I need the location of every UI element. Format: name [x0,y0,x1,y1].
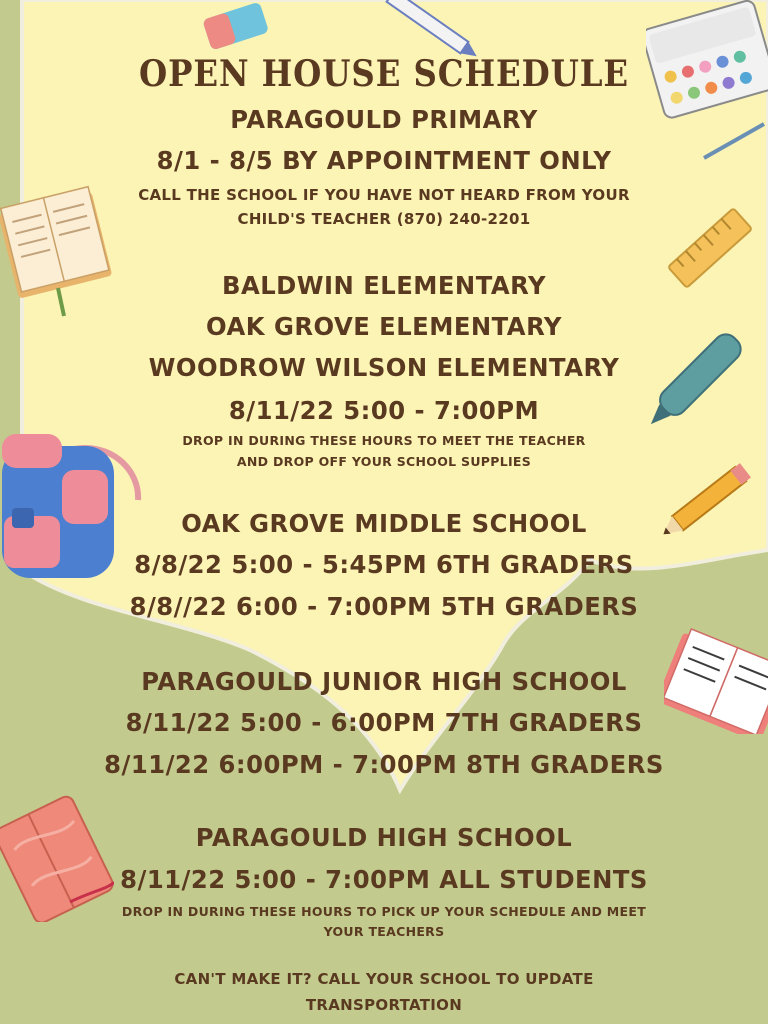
elementary-school-1: BALDWIN ELEMENTARY [222,271,546,300]
junior-high-time-2: 8/11/22 6:00PM - 7:00PM 8TH GRADERS [104,750,664,779]
elementary-school-3: WOODROW WILSON ELEMENTARY [148,353,620,382]
junior-high-name: PARAGOULD JUNIOR HIGH SCHOOL [141,667,627,696]
footer-line-2: TRANSPORTATION [305,996,463,1014]
footer-line-1: CAN'T MAKE IT? CALL YOUR SCHOOL TO UPDATE [174,970,594,988]
pencil-icon [384,0,484,60]
eraser-icon [198,0,274,54]
middle-school-name: OAK GROVE MIDDLE SCHOOL [181,509,587,538]
middle-school-time-2: 8/8//22 6:00 - 7:00PM 5TH GRADERS [129,592,639,621]
planner-icon [0,792,114,922]
high-school-name: PARAGOULD HIGH SCHOOL [195,823,573,852]
primary-note-line-1: CALL THE SCHOOL IF YOU HAVE NOT HEARD FROM YOUR [138,186,630,204]
high-school-note-line-1: DROP IN DURING THESE HOURS TO PICK UP YOUR SCHEDULE AND MEET [121,904,647,919]
high-school-note-line-2: YOUR TEACHERS [323,924,445,939]
high-school-time: 8/11/22 5:00 - 7:00PM ALL STUDENTS [120,865,648,894]
middle-school-time-1: 8/8/22 5:00 - 5:45PM 6TH GRADERS [134,550,634,579]
elementary-note-line-1: DROP IN DURING THESE HOURS TO MEET THE TEACHER [182,433,586,448]
junior-high-time-1: 8/11/22 5:00 - 6:00PM 7TH GRADERS [125,708,643,737]
elementary-school-2: OAK GROVE ELEMENTARY [206,312,562,341]
primary-note-line-2: CHILD'S TEACHER (870) 240-2201 [237,210,531,228]
elementary-note-line-2: AND DROP OFF YOUR SCHOOL SUPPLIES [236,454,532,469]
elementary-time: 8/11/22 5:00 - 7:00PM [228,396,540,425]
primary-dates: 8/1 - 8/5 BY APPOINTMENT ONLY [156,146,612,175]
page-title: OPEN HOUSE SCHEDULE [138,53,630,95]
primary-school-name: PARAGOULD PRIMARY [230,105,538,134]
